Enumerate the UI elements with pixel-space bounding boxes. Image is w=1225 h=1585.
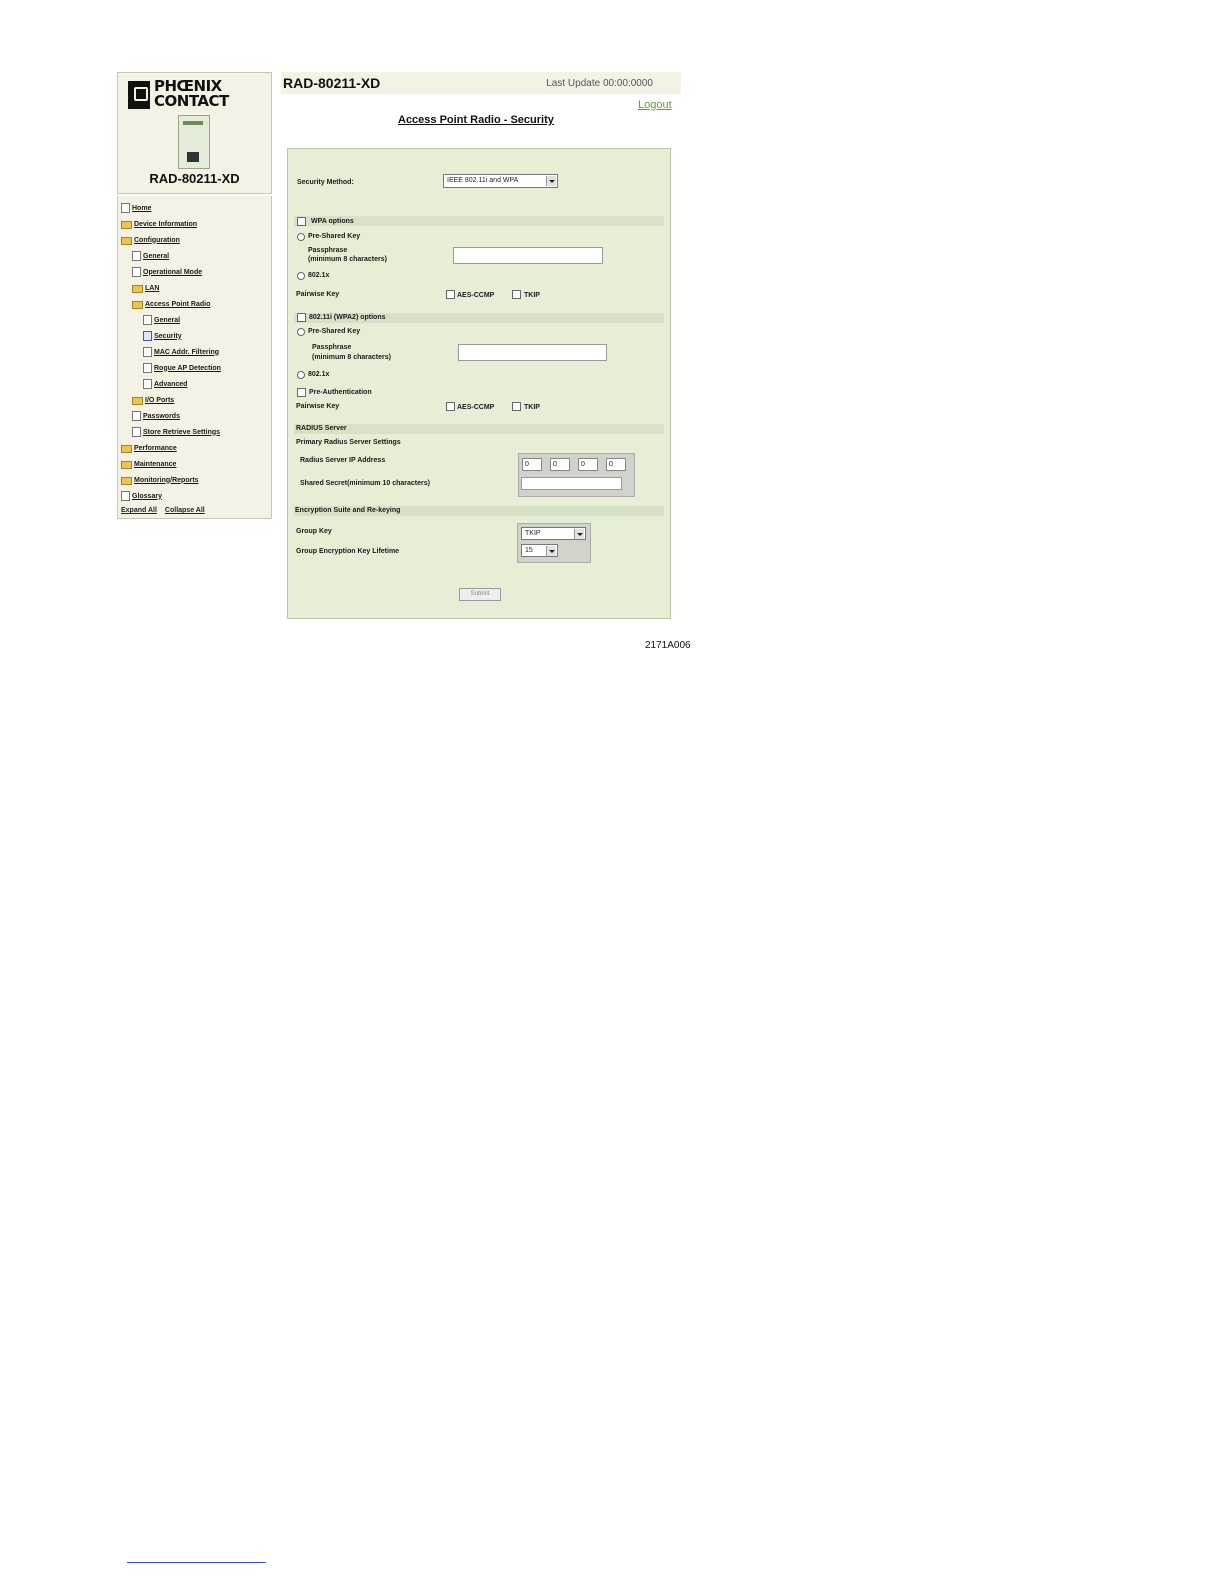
- wpa2-aes-label: AES-CCMP: [457, 404, 495, 411]
- wpa-tkip-label: TKIP: [524, 292, 540, 299]
- wpa2-preauth-label: Pre-Authentication: [309, 389, 372, 396]
- radius-ip-octet-1[interactable]: 0: [522, 458, 542, 471]
- nav-item-io-ports[interactable]: I/O Ports: [118, 392, 271, 408]
- wpa-pairwise-label: Pairwise Key: [296, 291, 340, 298]
- wpa2-dot1x-label: 802.1x: [308, 371, 330, 378]
- page-icon: [121, 203, 130, 213]
- wpa-psk-label: Pre-Shared Key: [308, 233, 361, 240]
- page-icon: [132, 267, 141, 277]
- wpa2-passphrase-label: Passphrase: [312, 344, 352, 351]
- device-image-icon: [178, 115, 210, 169]
- wpa-passphrase-label: Passphrase: [308, 247, 348, 254]
- page-icon: [132, 411, 141, 421]
- radius-ip-label: Radius Server IP Address: [300, 457, 386, 464]
- logo-text-1: PHŒNIX: [154, 77, 222, 95]
- group-key-label: Group Key: [296, 528, 332, 535]
- header-bar: [281, 72, 681, 94]
- last-update: Last Update 00:00:0000: [546, 78, 653, 89]
- wpa2-pairwise-label: Pairwise Key: [296, 403, 340, 410]
- wpa-passphrase-input[interactable]: [453, 247, 603, 264]
- nav-item-maintenance[interactable]: Maintenance: [118, 456, 271, 472]
- page-icon: [132, 251, 141, 261]
- folder-icon: [132, 397, 143, 405]
- nav-item-access-point-radio[interactable]: Access Point Radio: [118, 296, 271, 312]
- figure-id: 2171A006: [645, 640, 691, 651]
- radius-secret-input[interactable]: [521, 477, 622, 490]
- folder-icon: [132, 301, 143, 309]
- logo-text-2: CONTACT: [154, 92, 229, 110]
- radius-heading: RADIUS Server: [296, 425, 347, 432]
- wpa2-passphrase-hint: (minimum 8 characters): [312, 354, 391, 361]
- nav-item-lan[interactable]: LAN: [118, 280, 271, 296]
- folder-icon: [121, 237, 132, 245]
- nav-tree: [117, 196, 272, 519]
- wpa2-dot1x-radio[interactable]: [297, 371, 305, 379]
- expand-all-link[interactable]: Expand All: [121, 507, 157, 514]
- nav-item-mac-filtering[interactable]: MAC Addr. Filtering: [118, 344, 271, 360]
- wpa2-preauth-checkbox[interactable]: [297, 388, 306, 397]
- wpa-psk-radio[interactable]: [297, 233, 305, 241]
- nav-item-monitoring-reports[interactable]: Monitoring/Reports: [118, 472, 271, 488]
- wpa-options-checkbox[interactable]: [297, 217, 306, 226]
- folder-icon: [121, 221, 132, 229]
- wpa-options-heading: WPA options: [311, 218, 354, 225]
- nav-item-operational-mode[interactable]: Operational Mode: [118, 264, 271, 280]
- nav-item-general[interactable]: General: [118, 248, 271, 264]
- nav-item-performance[interactable]: Performance: [118, 440, 271, 456]
- page-icon: [143, 347, 152, 357]
- wpa2-psk-radio[interactable]: [297, 328, 305, 336]
- page-title: Access Point Radio - Security: [398, 114, 554, 126]
- group-key-lifetime-label: Group Encryption Key Lifetime: [296, 548, 400, 555]
- page-icon: [132, 427, 141, 437]
- device-panel: [117, 72, 272, 194]
- nav-item-passwords[interactable]: Passwords: [118, 408, 271, 424]
- radius-ip-octet-2[interactable]: 0: [550, 458, 570, 471]
- radius-secret-label: Shared Secret(minimum 10 characters): [300, 480, 430, 487]
- sidebar: [117, 72, 272, 519]
- submit-button[interactable]: Submit: [459, 588, 501, 601]
- wpa2-tkip-checkbox[interactable]: [512, 402, 521, 411]
- nav-item-configuration[interactable]: Configuration: [118, 232, 271, 248]
- nav-item-rogue-ap[interactable]: Rogue AP Detection: [118, 360, 271, 376]
- page-icon: [143, 315, 152, 325]
- group-key-lifetime-select[interactable]: 15: [521, 544, 558, 557]
- radius-primary-heading: Primary Radius Server Settings: [296, 439, 401, 446]
- wpa-aes-checkbox[interactable]: [446, 290, 455, 299]
- nav-item-advanced[interactable]: Advanced: [118, 376, 271, 392]
- page-icon: [143, 331, 152, 341]
- nav-item-radio-general[interactable]: General: [118, 312, 271, 328]
- page-icon: [143, 363, 152, 373]
- nav-footer: [118, 504, 271, 514]
- group-key-select[interactable]: TKIP: [521, 527, 586, 540]
- folder-icon: [132, 285, 143, 293]
- nav-item-device-information[interactable]: Device Information: [118, 216, 271, 232]
- wpa-dot1x-radio[interactable]: [297, 272, 305, 280]
- wpa-passphrase-hint: (minimum 8 characters): [308, 256, 387, 263]
- logo-mark-icon: [128, 81, 150, 109]
- chevron-down-icon: [574, 529, 584, 539]
- radius-ip-octet-3[interactable]: 0: [578, 458, 598, 471]
- wpa2-tkip-label: TKIP: [524, 404, 540, 411]
- logout-link[interactable]: Logout: [638, 99, 672, 111]
- collapse-all-link[interactable]: Collapse All: [164, 507, 205, 514]
- phoenix-contact-logo: [128, 79, 263, 113]
- wpa-aes-label: AES-CCMP: [457, 292, 495, 299]
- chevron-down-icon: [546, 546, 556, 556]
- device-name: RAD-80211-XD: [149, 171, 240, 186]
- wpa-dot1x-label: 802.1x: [308, 272, 330, 279]
- folder-icon: [121, 445, 132, 453]
- security-method-select[interactable]: IEEE 802.11i and WPA: [443, 174, 558, 188]
- radius-band: [294, 424, 664, 434]
- chevron-down-icon: [546, 176, 556, 186]
- page-icon: [143, 379, 152, 389]
- footnote-rule: [127, 1562, 266, 1563]
- radius-ip-octet-4[interactable]: 0: [606, 458, 626, 471]
- nav-item-security[interactable]: Security: [118, 328, 271, 344]
- folder-icon: [121, 461, 132, 469]
- wpa2-options-heading: 802.11i (WPA2) options: [309, 314, 386, 321]
- security-form: [287, 148, 671, 619]
- wpa2-options-checkbox[interactable]: [297, 313, 306, 322]
- header-title: RAD-80211-XD: [283, 75, 381, 91]
- encryption-heading: Encryption Suite and Re-keying: [295, 507, 401, 514]
- folder-icon: [121, 477, 132, 485]
- wpa2-passphrase-input[interactable]: [458, 344, 607, 361]
- security-method-label: Security Method:: [297, 179, 354, 186]
- wpa-tkip-checkbox[interactable]: [512, 290, 521, 299]
- nav-item-glossary[interactable]: Glossary: [118, 488, 271, 504]
- wpa2-aes-checkbox[interactable]: [446, 402, 455, 411]
- nav-item-home[interactable]: Home: [118, 200, 271, 216]
- page-icon: [121, 491, 130, 501]
- wpa2-psk-label: Pre-Shared Key: [308, 328, 361, 335]
- nav-item-store-retrieve[interactable]: Store Retrieve Settings: [118, 424, 271, 440]
